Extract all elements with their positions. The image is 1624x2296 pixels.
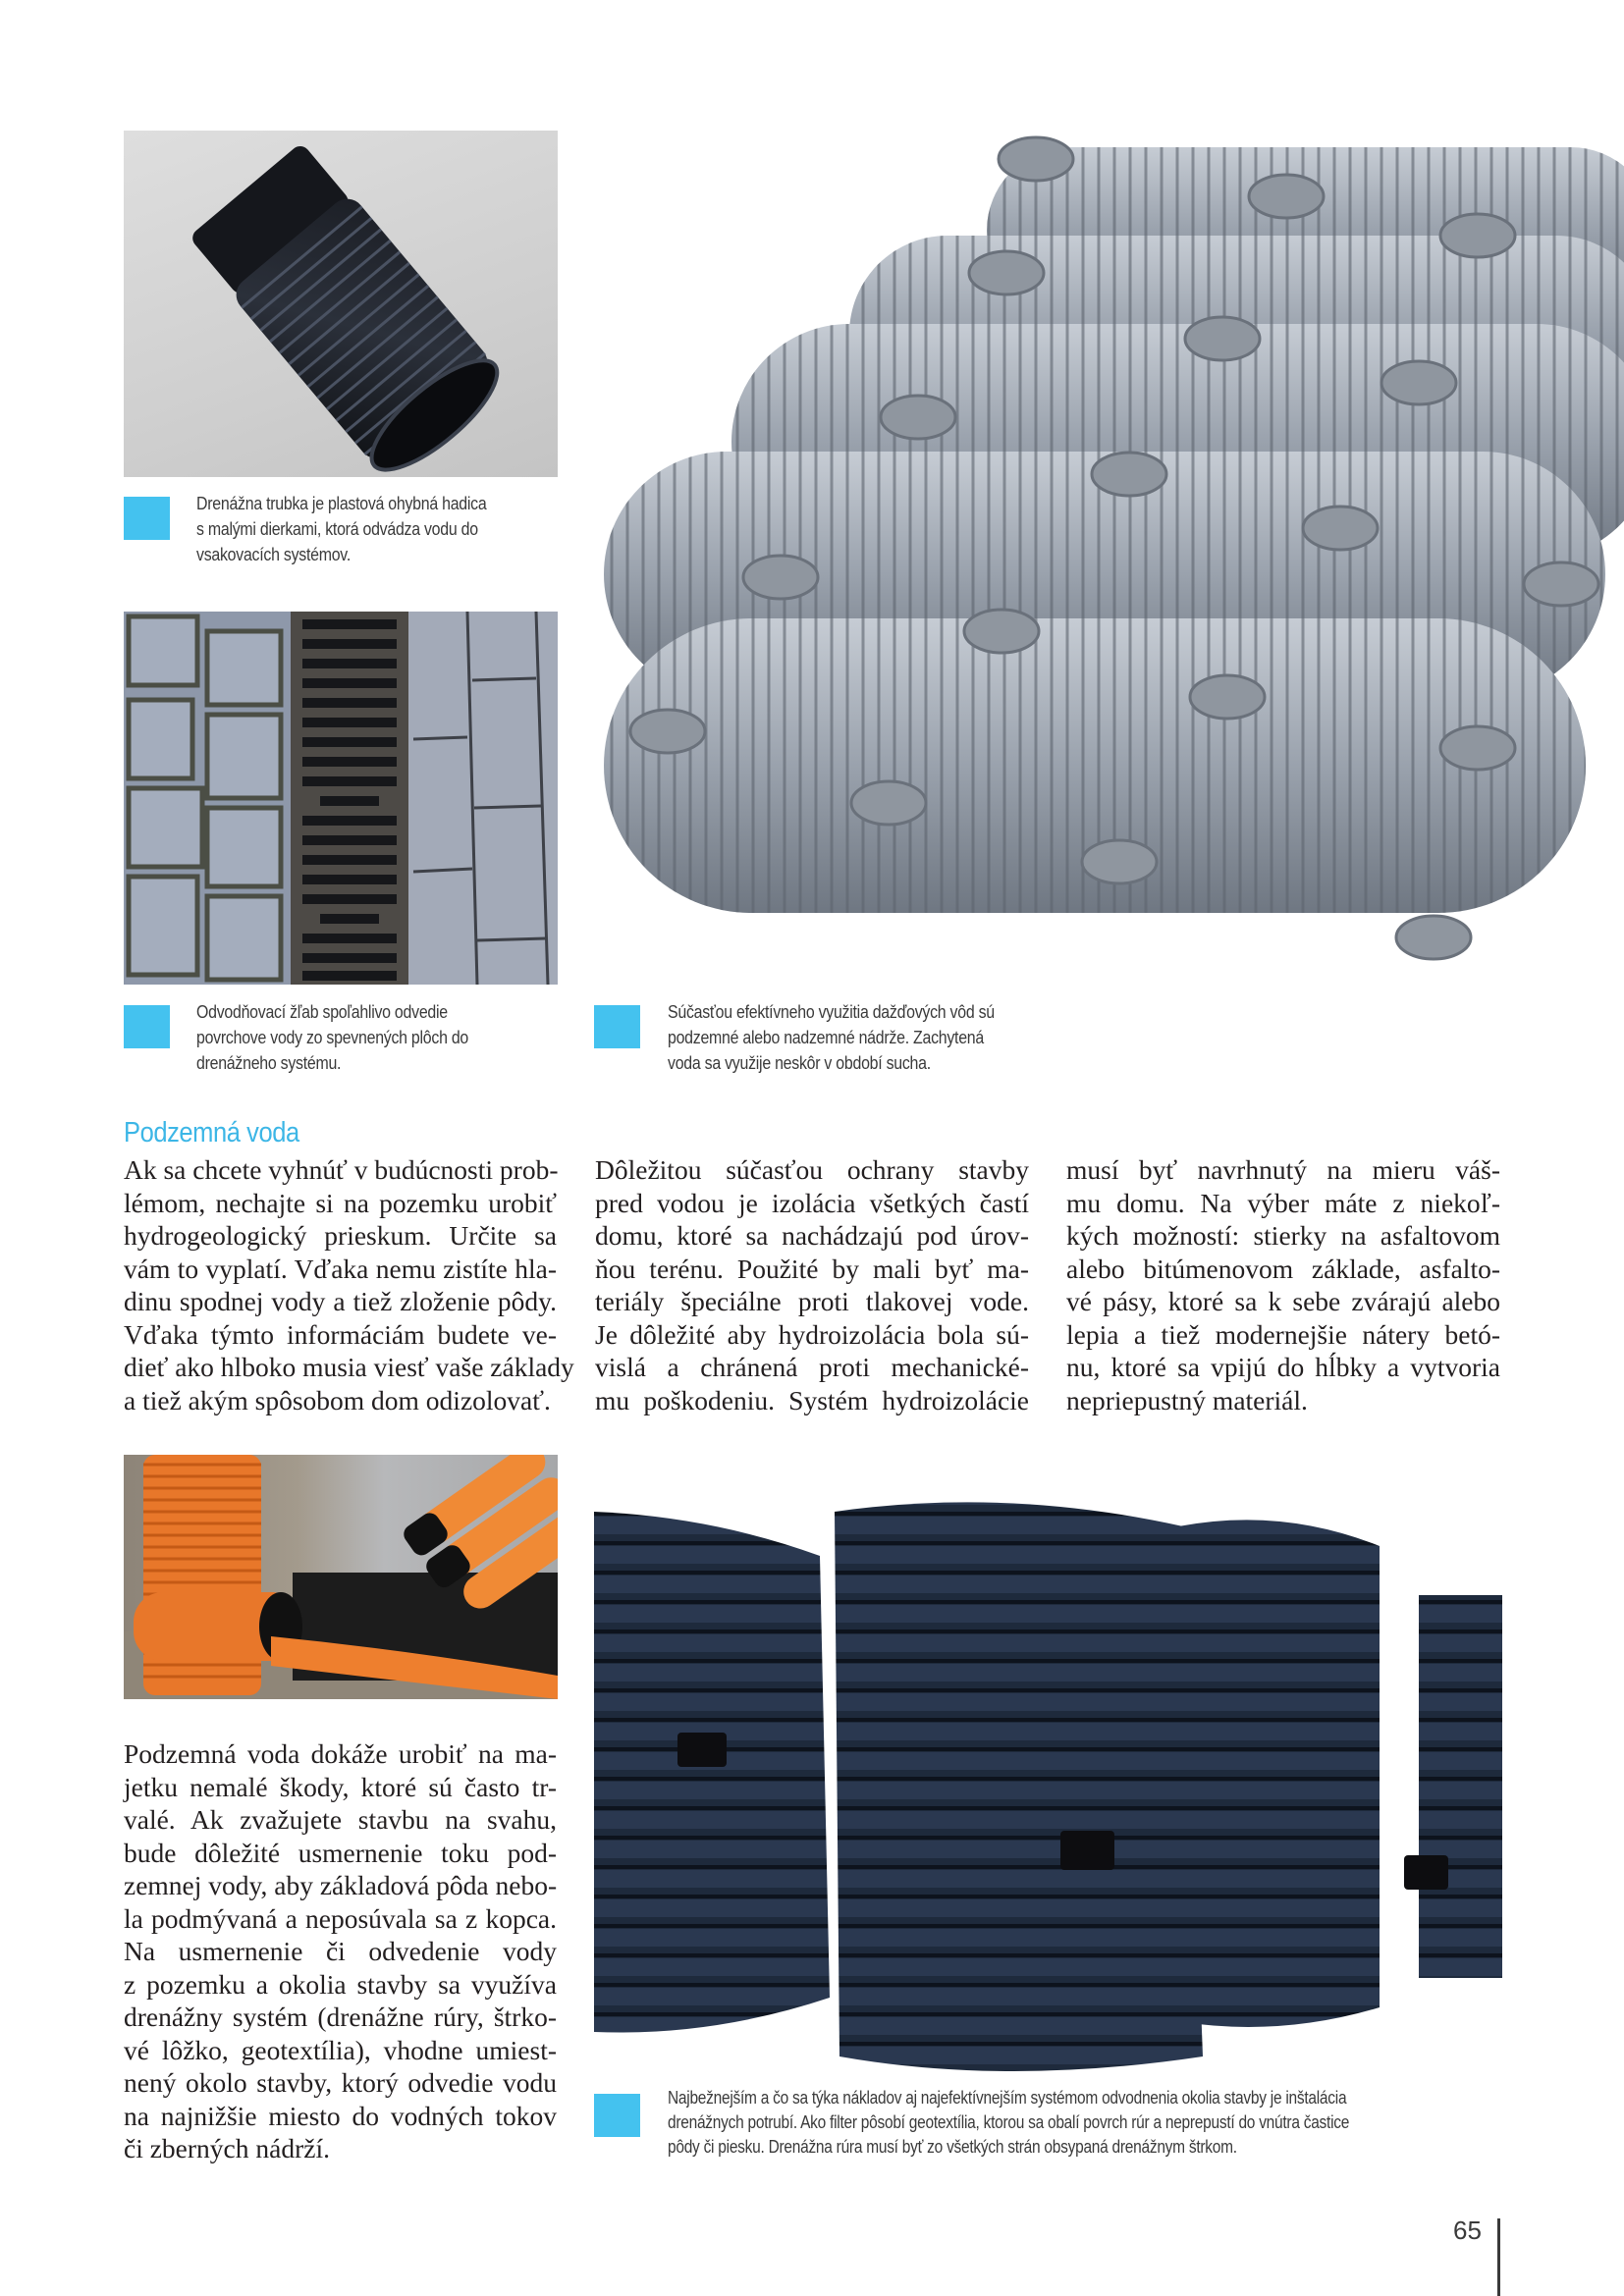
text-line: Ak sa chcete vyhnúť v budúcnosti prob- [124,1154,559,1185]
pipe-coils-caption [668,2086,1349,2160]
text-line: domu, ktoré sa nachádzajú pod úrov- [595,1220,1029,1251]
section-heading: Podzemná voda [124,1117,299,1148]
text-line: Dôležitou súčasťou ochrany stavby [595,1154,1029,1185]
orange-drain-pipe-icon [124,1455,558,1699]
underground-tanks-icon [594,128,1624,991]
text-line: bude dôležité usmernenie toku pod- [124,1837,557,1868]
text-line: nený okolo stavby, ktorý odvedie vodu [124,2067,557,2098]
text-line: a tiež akým spôsobom dom odizolovať. [124,1384,551,1415]
drain-channel-caption [196,999,468,1076]
text-line: nu, ktoré sa vpijú do hĺbky a vytvoria [1066,1352,1500,1382]
text-line: Na usmernenie či odvedenie vody [124,1936,557,1966]
caption-marker [594,2094,640,2137]
caption-line: Odvodňovací žľab spoľahlivo odvedie [196,1001,448,1022]
drain-channel-photo [124,612,558,985]
caption-marker [594,1005,640,1048]
text-line: Vďaka týmto informáciám budete ve- [124,1318,557,1350]
text-line: vislá a chránená proti mechanické- [595,1352,1029,1382]
drain-tube-caption [196,491,486,567]
text-line: valé. Ak zvažujete stavbu na svahu, [124,1804,557,1835]
text-line: pred vodou je izolácia všetkých častí [595,1187,1029,1218]
text-line: vé lôžko, geotextília), vhodne umiest- [124,2034,557,2065]
text-line: mu poškodeniu. Systém hydroizolácie [595,1384,1029,1415]
text-line: drenážny systém (drenážne rúry, štrko- [124,2002,557,2032]
text-line: alebo bitúmenovom základe, asfalto- [1066,1253,1500,1284]
corrugated-drain-tube-icon [124,131,558,477]
text-line: Podzemná voda dokáže urobiť na ma- [124,1738,557,1769]
caption-line: pôdy či piesku. Drenážna rúra musí byť zo všetkých strán obsypaná drenážnym štrkom. [668,2137,1237,2157]
text-line: lémom, nechajte si na pozemku urobiť [124,1187,557,1218]
caption-line: vsakovacích systémov. [196,544,351,564]
text-line: musí byť navrhnutý na mieru váš- [1066,1154,1500,1185]
text-line: teriály špeciálne proti tlakovej vode. [595,1286,1029,1316]
caption-line: drenážneho systému. [196,1052,342,1073]
text-line: la podmývaná a neposúvala sa z kopca. [124,1902,557,1934]
caption-line: podzemné alebo nadzemné nádrže. Zachytená [668,1027,984,1047]
text-line: hydrogeologický prieskum. Určite sa [124,1220,557,1251]
pipe-coils-photo [594,1487,1502,2076]
text-line: vé pásy, ktoré sa k sebe zvárajú alebo [1066,1286,1500,1316]
drain-pipe-coils-icon [594,1487,1502,2076]
text-line: jetku nemalé škody, ktoré sú často tr- [124,1771,557,1802]
text-line: zemnej vody, aby základová pôda nebo- [124,1870,558,1900]
text-line: Je dôležité aby hydroizolácia bola sú- [595,1318,1029,1350]
page-number: 65 [1453,2216,1482,2245]
caption-line: povrchove vody zo spevnených plôch do [196,1027,469,1047]
caption-line: voda sa využije neskôr v období sucha. [668,1052,931,1073]
text-line: kých možností: stierky na asfaltovom [1066,1220,1500,1251]
text-line: mu domu. Na výber máte z niekoľ- [1066,1187,1500,1218]
drain-grate-icon [124,612,558,985]
text-line: ňou terénu. Použité by mali byť ma- [595,1253,1029,1284]
caption-line: Drenážna trubka je plastová ohybná hadica [196,493,487,513]
caption-marker [124,497,170,540]
text-line: na najnižšie miesto do vodných tokov [124,2100,557,2131]
text-line: dieť ako hlboko musia viesť vaše základy [124,1352,574,1382]
rain-tanks-caption [668,999,995,1076]
text-line: lepia a tiež modernejšie nátery betó- [1066,1318,1500,1350]
text-column-2 [595,1153,1029,1416]
drain-tube-photo [124,131,558,477]
caption-line: Najbežnejším a čo sa týka nákladov aj najefektívnejším systémom odvodnenia okolia stavby je inštalácia [668,2088,1347,2108]
caption-line: s malými dierkami, ktorá odvádza vodu do [196,518,478,539]
caption-line: drenážnych potrubí. Ako filter pôsobí geotextília, ktorou sa obalí povrch rúr a neprepustí do vnútra častice [668,2112,1350,2132]
text-line: nepriepustný materiál. [1066,1384,1308,1415]
orange-pipes-photo [124,1455,558,1699]
text-line: dinu spodnej vody a tiež zloženie pôdy. [124,1286,557,1316]
text-column-3 [1066,1153,1500,1416]
caption-marker [124,1005,170,1048]
caption-line: Súčasťou efektívneho využitia dažďových vôd sú [668,1001,995,1022]
rain-tanks-photo [594,128,1624,991]
text-column-1 [124,1153,574,1416]
text-column-4 [124,1737,557,2165]
page-number-rule [1497,2218,1500,2296]
text-line: z pozemku a okolia stavby sa využíva [124,1968,557,2000]
text-line: vám to vyplatí. Vďaka nemu zistíte hla- [124,1253,557,1284]
text-line: či zberných nádrží. [124,2133,330,2163]
